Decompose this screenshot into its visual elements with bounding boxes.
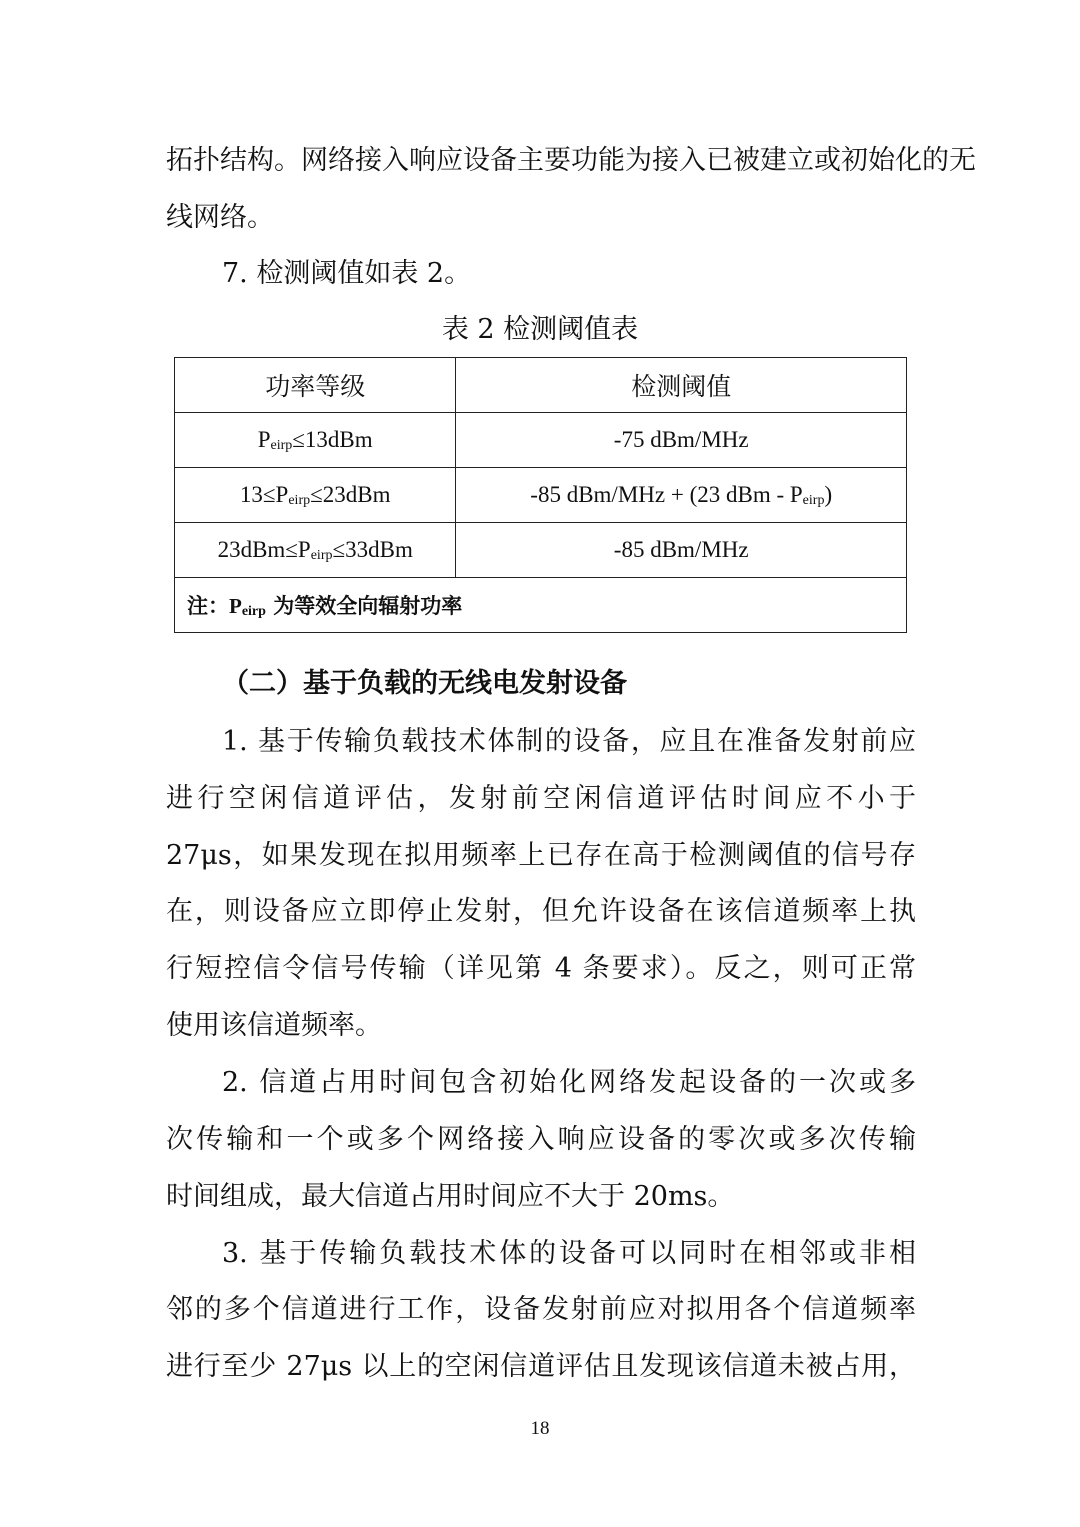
table-caption: 表 2 检测阈值表	[441, 314, 639, 345]
paragraph-line: 2. 信道占用时间包含初始化网络发起设备的一次或多	[222, 1067, 916, 1098]
paragraph-line: 进行空闲信道评估，发射前空闲信道评估时间应不小于	[166, 783, 916, 814]
section-heading: （二）基于负载的无线电发射设备	[222, 668, 627, 699]
paragraph-line: 线网络。	[166, 202, 274, 233]
paragraph-line: 邻的多个信道进行工作，设备发射前应对拟用各个信道频率	[166, 1294, 916, 1325]
header-threshold: 检测阈值	[456, 358, 907, 413]
table-header-row	[175, 358, 907, 413]
table-row	[175, 523, 907, 578]
paragraph-line: 拓扑结构。网络接入响应设备主要功能为接入已被建立或初始化的无	[166, 145, 976, 176]
item-7-text: 7. 检测阈值如表 2。	[222, 258, 472, 289]
page-number: 18	[530, 1418, 550, 1439]
threshold-cell: -85 dBm/MHz	[456, 523, 907, 578]
paragraph-line: 3. 基于传输负载技术体的设备可以同时在相邻或非相	[222, 1238, 916, 1269]
table-note: 注：$P_{eirp}$ 为等效全向辐射功率	[175, 578, 907, 633]
paragraph-line: 27μs，如果发现在拟用频率上已存在高于检测阈值的信号存	[166, 840, 916, 871]
paragraph-line: 1. 基于传输负载技术体制的设备，应且在准备发射前应	[222, 726, 916, 757]
paragraph-line: 次传输和一个或多个网络接入响应设备的零次或多次传输	[166, 1124, 916, 1155]
paragraph-line: 使用该信道频率。	[166, 1010, 382, 1041]
power-level-cell: $13\le P_{eirp}\le 23dBm$	[175, 468, 456, 523]
threshold-cell: -85 dBm/MHz + (23 dBm - $P_{eirp}$)	[456, 468, 907, 523]
paragraph-line: 在，则设备应立即停止发射，但允许设备在该信道频率上执	[166, 896, 916, 927]
power-level-cell: $P_{eirp}\le 13dBm$	[175, 413, 456, 468]
paragraph-line: 时间组成，最大信道占用时间应不大于 20ms。	[166, 1181, 735, 1212]
power-level-cell: $23dBm\le P_{eirp}\le 33dBm$	[175, 523, 456, 578]
header-power-level: 功率等级	[175, 358, 456, 413]
table-row	[175, 468, 907, 523]
threshold-table	[174, 357, 907, 633]
threshold-cell: -75 dBm/MHz	[456, 413, 907, 468]
table-row	[175, 413, 907, 468]
paragraph-line: 行短控信令信号传输（详见第 4 条要求）。反之，则可正常	[166, 953, 916, 984]
paragraph-line: 进行至少 27μs 以上的空闲信道评估且发现该信道未被占用，	[166, 1351, 916, 1382]
table-note-row	[175, 578, 907, 633]
